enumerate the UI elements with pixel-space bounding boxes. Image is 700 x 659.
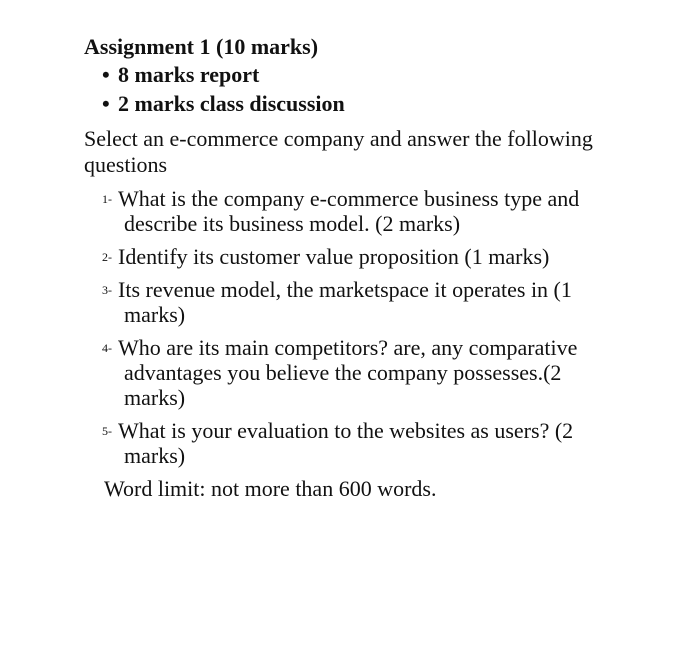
question-number: 5- [102,424,112,438]
question-text: What is the company e-commerce business type and describe its business model. (2 marks) [118,186,580,236]
question-number: 2- [102,250,112,264]
question-item-4 [84,335,614,410]
question-text: Who are its main competitors? are, any comparative advantages you believe the company possesses.(2 marks) [118,335,578,410]
question-item-5 [84,418,614,468]
marks-breakdown-list [84,61,644,119]
bullet-icon: • [102,91,110,116]
marks-item-text: 2 marks class discussion [118,91,345,116]
assignment-document [84,33,644,502]
marks-item-discussion [102,90,644,119]
marks-item-report [102,61,644,90]
word-limit: Word limit: not more than 600 words. [104,476,437,501]
question-number: 1- [102,192,112,206]
marks-item-text: 8 marks report [118,62,260,87]
question-text: What is your evaluation to the websites as users? (2 marks) [118,418,574,468]
question-item-1 [84,186,614,236]
assignment-title: Assignment 1 (10 marks) [84,34,319,59]
assignment-instructions: Select an e-commerce company and answer the following questions [84,126,593,177]
question-list [84,186,644,468]
question-text: Its revenue model, the marketspace it operates in (1 marks) [118,277,572,327]
question-number: 3- [102,283,112,297]
question-number: 4- [102,341,112,355]
question-item-2 [84,244,614,269]
question-item-3 [84,277,614,327]
bullet-icon: • [102,62,110,87]
question-text: Identify its customer value proposition (1 marks) [118,244,550,269]
